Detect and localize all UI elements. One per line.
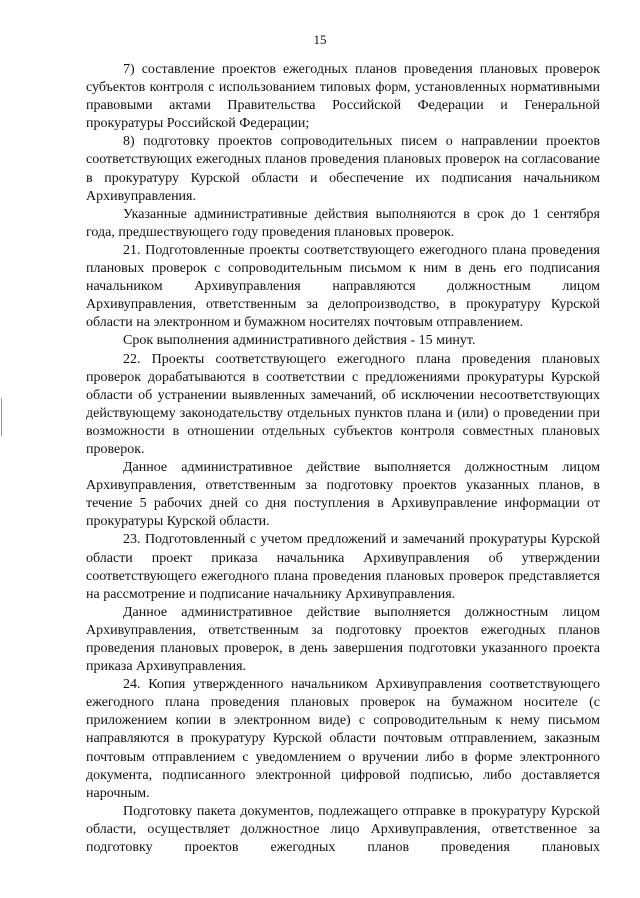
paragraph-item-7: 7) составление проектов ежегодных планов проведения плановых проверок субъектов контроля с использованием типовых форм, установленных нормативными правовыми актами Правительства Российской Федерации и Генеральной прокуратуры Российской Федерации; [86, 62, 600, 132]
paragraph-time-limit: Срок выполнения административного действия - 15 минут. [123, 333, 476, 349]
paragraph-deadline-sept-1: Указанные административные действия выполняются в срок до 1 сентября года, предшествующего году проведения плановых проверок. [86, 206, 600, 240]
paragraph-23: 23. Подготовленный с учетом предложений и замечаний прокуратуры Курской области проект приказа начальника Архивуправления об утверждении соответствующего ежегодного плана проведения плановых проверок представляется на рассмотрение и подписание начальнику Архивуправления. [86, 532, 600, 602]
paragraph-package-preparation: Подготовку пакета документов, подлежащего отправке в прокуратуру Курской области, осуществляет должностное лицо Архивуправления, ответственное за подготовку проектов ежегодных планов проведения плановых [86, 803, 600, 856]
document-body [86, 61, 600, 857]
paragraph-22: 22. Проекты соответствующего ежегодного плана проведения плановых проверок дорабатываются в соответствии с предложениями прокуратуры Курской области об устранении выявленных замечаний, об исключении несоответствующих действующему законодательству отдельных пунктов плана и (или) о проведении при возможности в отношении отдельных субъектов контроля совместных плановых проверок. [86, 351, 600, 457]
paragraph-24: 24. Копия утвержденного начальником Архивуправления соответствующего ежегодного плана проведения плановых проверок на бумажном носителе (с приложением копии в электронном виде) с сопроводительным к нему письмом направляются в прокуратуру Курской области почтовым отправлением, заказным почтовым отправлением с уведомлением о вручении либо в форме электронного документа, подписанного электронной цифровой подписью, либо доставляется нарочным. [86, 677, 600, 801]
scan-edge-mark [1, 398, 2, 436]
page-number: 15 [313, 32, 327, 47]
paragraph-item-8: 8) подготовку проектов сопроводительных писем о направлении проектов соответствующих ежегодных планов проведения плановых проверок на согласование в прокуратуру Курской области и обеспечение их подписания начальником Архивуправления. [86, 134, 600, 204]
paragraph-23-executor: Данное административное действие выполняется должностным лицом Архивуправления, ответственным за подготовку проектов ежегодных планов проведения плановых проверок, в день завершения подготовки указанного проекта приказа Архивуправления. [86, 604, 600, 675]
paragraph-22-executor: Данное административное действие выполняется должностным лицом Архивуправления, ответственным за подготовку проектов указанных планов, в течение 5 рабочих дней со дня поступления в Архивуправление информации от прокуратуры Курской области. [86, 460, 600, 530]
paragraph-21: 21. Подготовленные проекты соответствующего ежегодного плана проведения плановых проверок с сопроводительным письмом к ним в день его подписания начальником Архивуправления направляются должностным лицом Архивуправления, ответственным за делопроизводство, в прокуратуру Курской области на электронном и бумажном носителях почтовым отправлением. [86, 242, 600, 331]
